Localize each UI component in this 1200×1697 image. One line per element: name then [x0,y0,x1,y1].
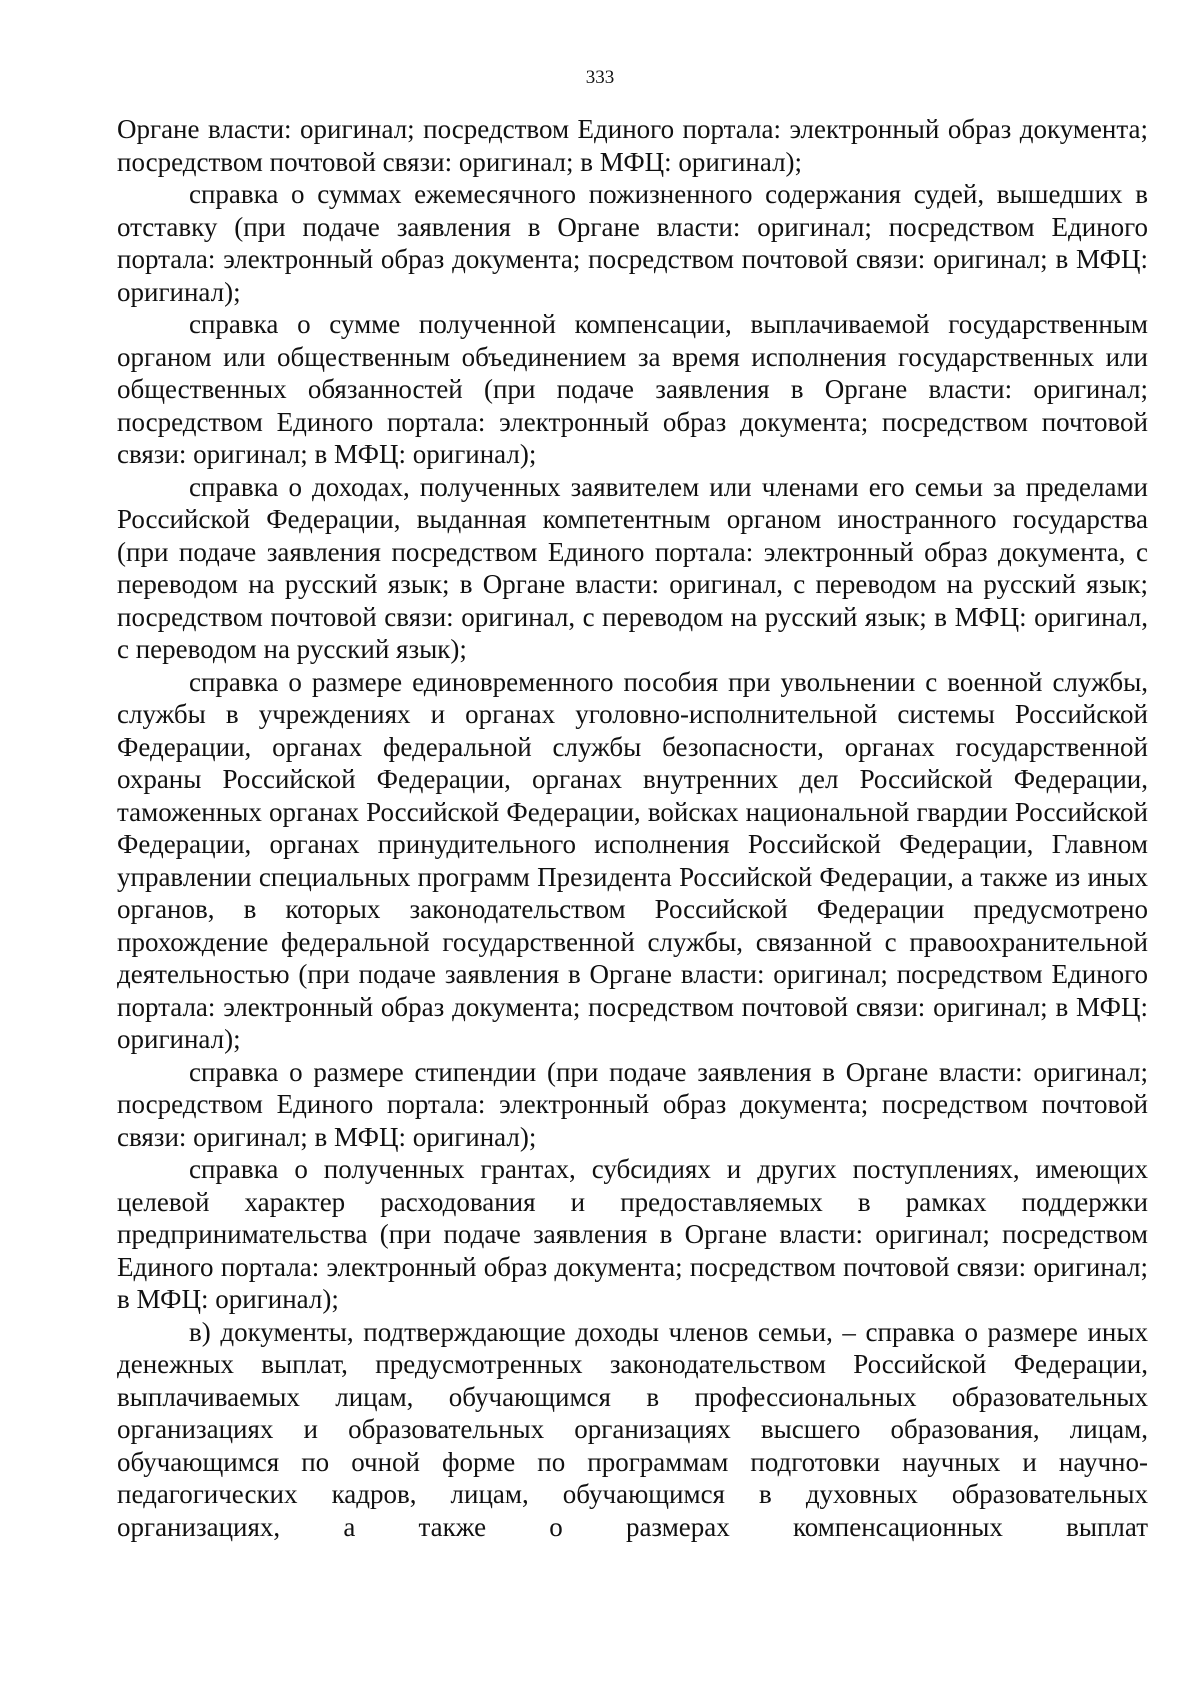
paragraph-family-income-documents: в) документы, подтверждающие доходы членов семьи, – справка о размере иных денежных выплат, предусмотренных законодательством Российской Федерации, выплачиваемых лицам, обучающимся в профессиональных образовательных организациях и образовательных организациях высшего образования, лицам, обучающимся по очной форме по программам подготовки научных и научно-педагогических кадров, лицам, обучающимся в духовных образовательных организациях, а также о размерах компенсационных выплат [117,1316,1148,1542]
document-body [117,113,1148,1543]
page-number: 333 [585,67,615,88]
paragraph-grants-subsidies: справка о полученных грантах, субсидиях и других поступлениях, имеющих целевой характер расходования и предоставляемых в рамках поддержки предпринимательства (при подаче заявления в Органе власти: оригинал; посредством Единого портала: электронный образ документа; посредством почтовой связи: оригинал; в МФЦ: оригинал); [117,1154,1148,1314]
paragraph-scholarship: справка о размере стипендии (при подаче заявления в Органе власти: оригинал; посредством Единого портала: электронный образ документа; посредством почтовой связи: оригинал; в МФЦ: оригинал); [117,1056,1148,1152]
paragraph-severance-allowance: справка о размере единовременного пособия при увольнении с военной службы, службы в учреждениях и органах уголовно-исполнительной системы Российской Федерации, органах федеральной службы безопасности, органах государственной охраны Российской Федерации, органах внутренних дел Российской Федерации, таможенных органах Российской Федерации, войсках национальной гвардии Российской Федерации, органах принудительного исполнения Российской Федерации, Главном управлении специальных программ Президента Российской Федерации, а также из иных органов, в которых законодательством Российской Федерации предусмотрено прохождение федеральной государственной службы, связанной с правоохранительной деятельностью (при подаче заявления в Органе власти: оригинал; посредством Единого портала: электронный образ документа; посредством почтовой связи: оригинал; в МФЦ: оригинал); [117,666,1148,1054]
paragraph-organ-vlasti-continuation: Органе власти: оригинал; посредством Единого портала: электронный образ документа; посредством почтовой связи: оригинал; в МФЦ: оригинал); [117,114,1148,177]
paragraph-compensation: справка о сумме полученной компенсации, выплачиваемой государственным органом или общественным объединением за время исполнения государственных или общественных обязанностей (при подаче заявления в Органе власти: оригинал; посредством Единого портала: электронный образ документа; посредством почтовой связи: оригинал; в МФЦ: оригинал); [117,309,1148,469]
paragraph-judges-maintenance: справка о суммах ежемесячного пожизненного содержания судей, вышедших в отставку (при подаче заявления в Органе власти: оригинал; посредством Единого портала: электронный образ документа; посредством почтовой связи: оригинал; в МФЦ: оригинал); [117,179,1148,307]
paragraph-foreign-income: справка о доходах, полученных заявителем или членами его семьи за пределами Российской Федерации, выданная компетентным органом иностранного государства (при подаче заявления посредством Единого портала: электронный образ документа, с переводом на русский язык; в Органе власти: оригинал, с переводом на русский язык; посредством почтовой связи: оригинал, с переводом на русский язык; в МФЦ: оригинал, с переводом на русский язык); [117,471,1148,664]
